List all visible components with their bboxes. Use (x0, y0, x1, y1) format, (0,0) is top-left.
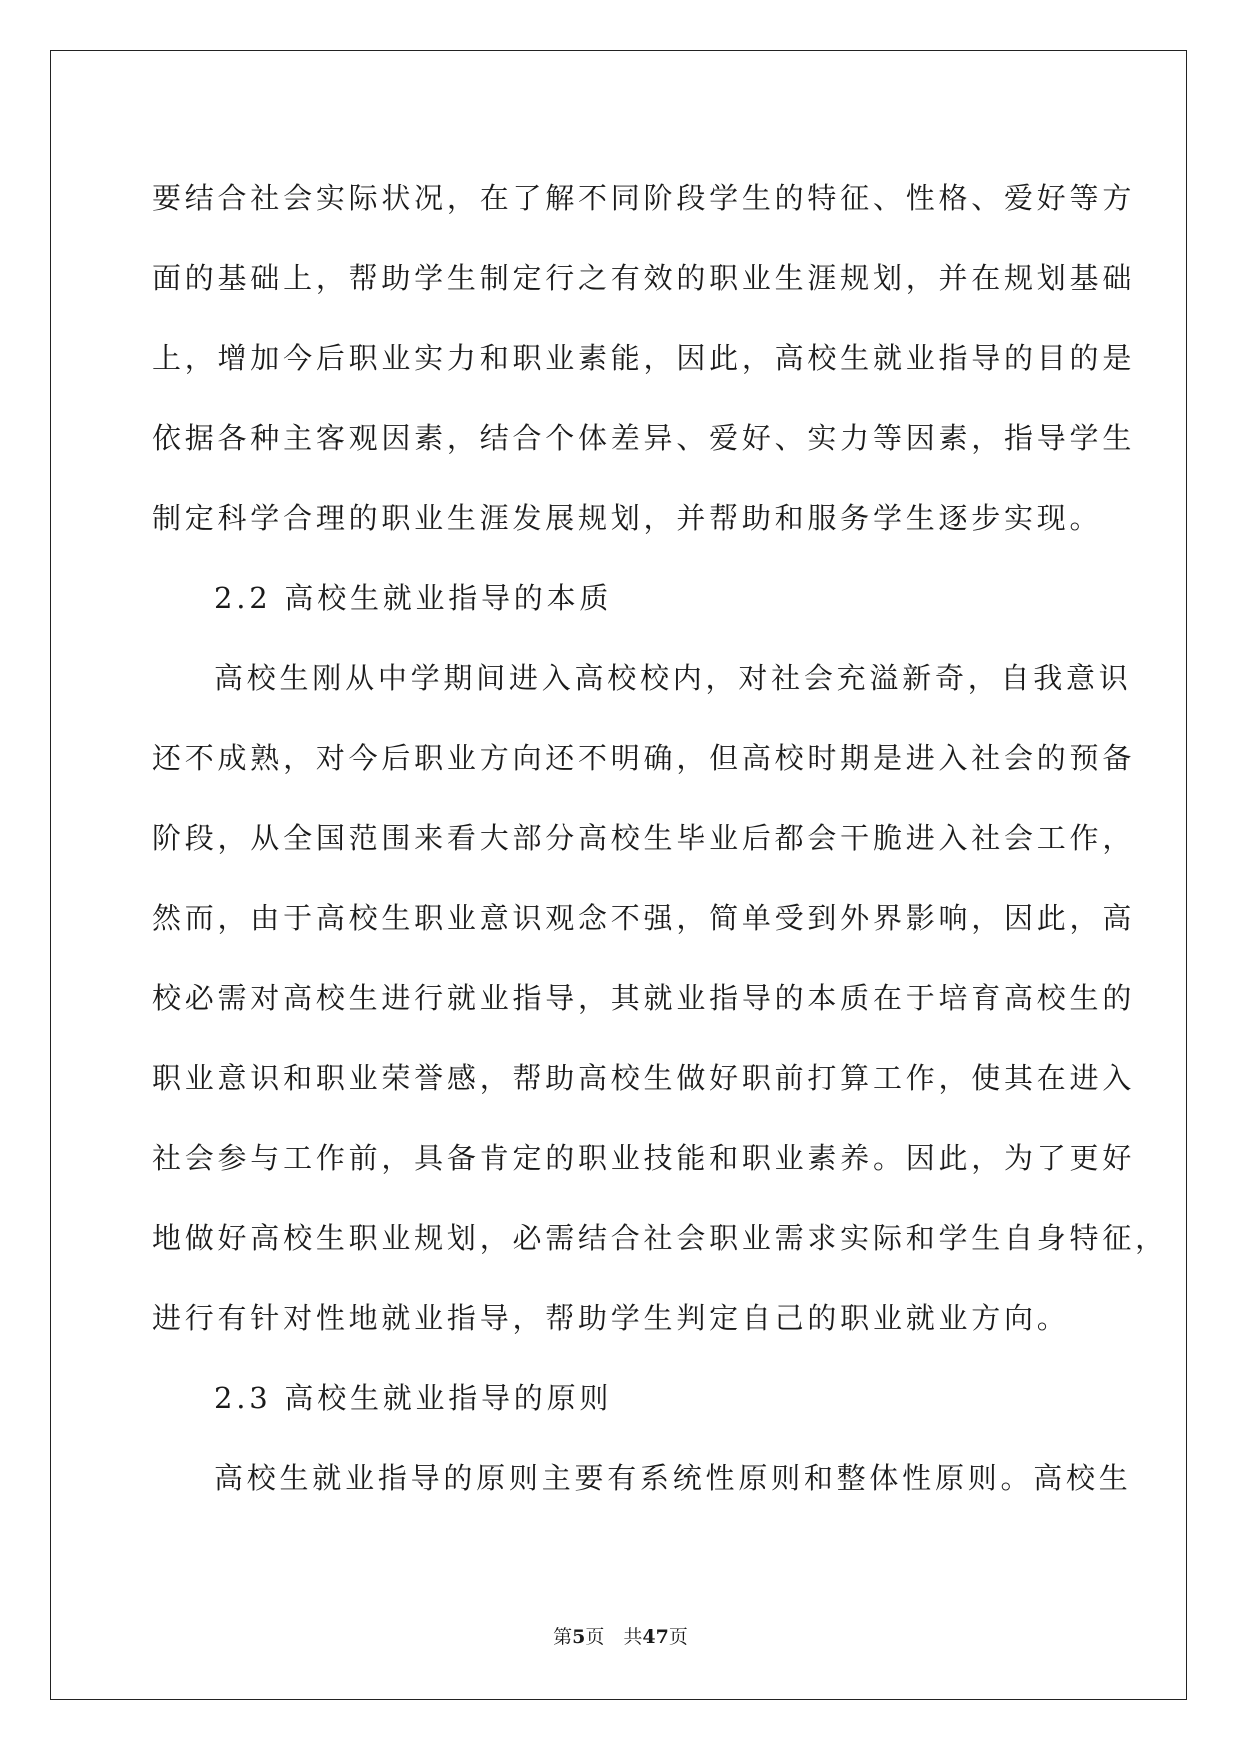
body-text-line: 进行有针对性地就业指导，帮助学生判定自己的职业就业方向。 (152, 1301, 1070, 1335)
section-heading-2-2: 2.2 高校生就业指导的本质 (214, 581, 613, 615)
body-text-line: 制定科学合理的职业生涯发展规划，并帮助和服务学生逐步实现。 (152, 501, 1103, 535)
document-body (152, 158, 1168, 1518)
body-text-line: 地做好高校生职业规划，必需结合社会职业需求实际和学生自身特征， (152, 1221, 1168, 1255)
body-text-line: 要结合社会实际状况，在了解不同阶段学生的特征、性格、爱好等方 (152, 181, 1136, 215)
page-footer (0, 1622, 1241, 1649)
body-text-line: 还不成熟，对今后职业方向还不明确，但高校时期是进入社会的预备 (152, 741, 1136, 775)
body-text-line: 阶段，从全国范围来看大部分高校生毕业后都会干脆进入社会工作， (152, 821, 1136, 855)
footer-prefix: 第 (553, 1626, 573, 1648)
body-text-line: 面的基础上，帮助学生制定行之有效的职业生涯规划，并在规划基础 (152, 261, 1136, 295)
body-text-line: 社会参与工作前，具备肯定的职业技能和职业素养。因此，为了更好 (152, 1141, 1136, 1175)
footer-middle: 页 共 (585, 1626, 643, 1648)
body-text-line: 依据各种主客观因素，结合个体差异、爱好、实力等因素，指导学生 (152, 421, 1136, 455)
section-heading-2-3: 2.3 高校生就业指导的原则 (214, 1381, 613, 1415)
body-text-line: 然而，由于高校生职业意识观念不强，简单受到外界影响，因此，高 (152, 901, 1136, 935)
body-text-line: 上，增加今后职业实力和职业素能，因此，高校生就业指导的目的是 (152, 341, 1136, 375)
paragraph-first-line: 高校生刚从中学期间进入高校校内，对社会充溢新奇，自我意识 (214, 661, 1132, 695)
paragraph-first-line: 高校生就业指导的原则主要有系统性原则和整体性原则。高校生 (214, 1461, 1132, 1495)
current-page-number: 5 (572, 1626, 586, 1648)
total-page-count: 47 (642, 1626, 669, 1648)
body-text-line: 职业意识和职业荣誉感，帮助高校生做好职前打算工作，使其在进入 (152, 1061, 1136, 1095)
footer-suffix: 页 (668, 1626, 688, 1648)
body-text-line: 校必需对高校生进行就业指导，其就业指导的本质在于培育高校生的 (152, 981, 1136, 1015)
